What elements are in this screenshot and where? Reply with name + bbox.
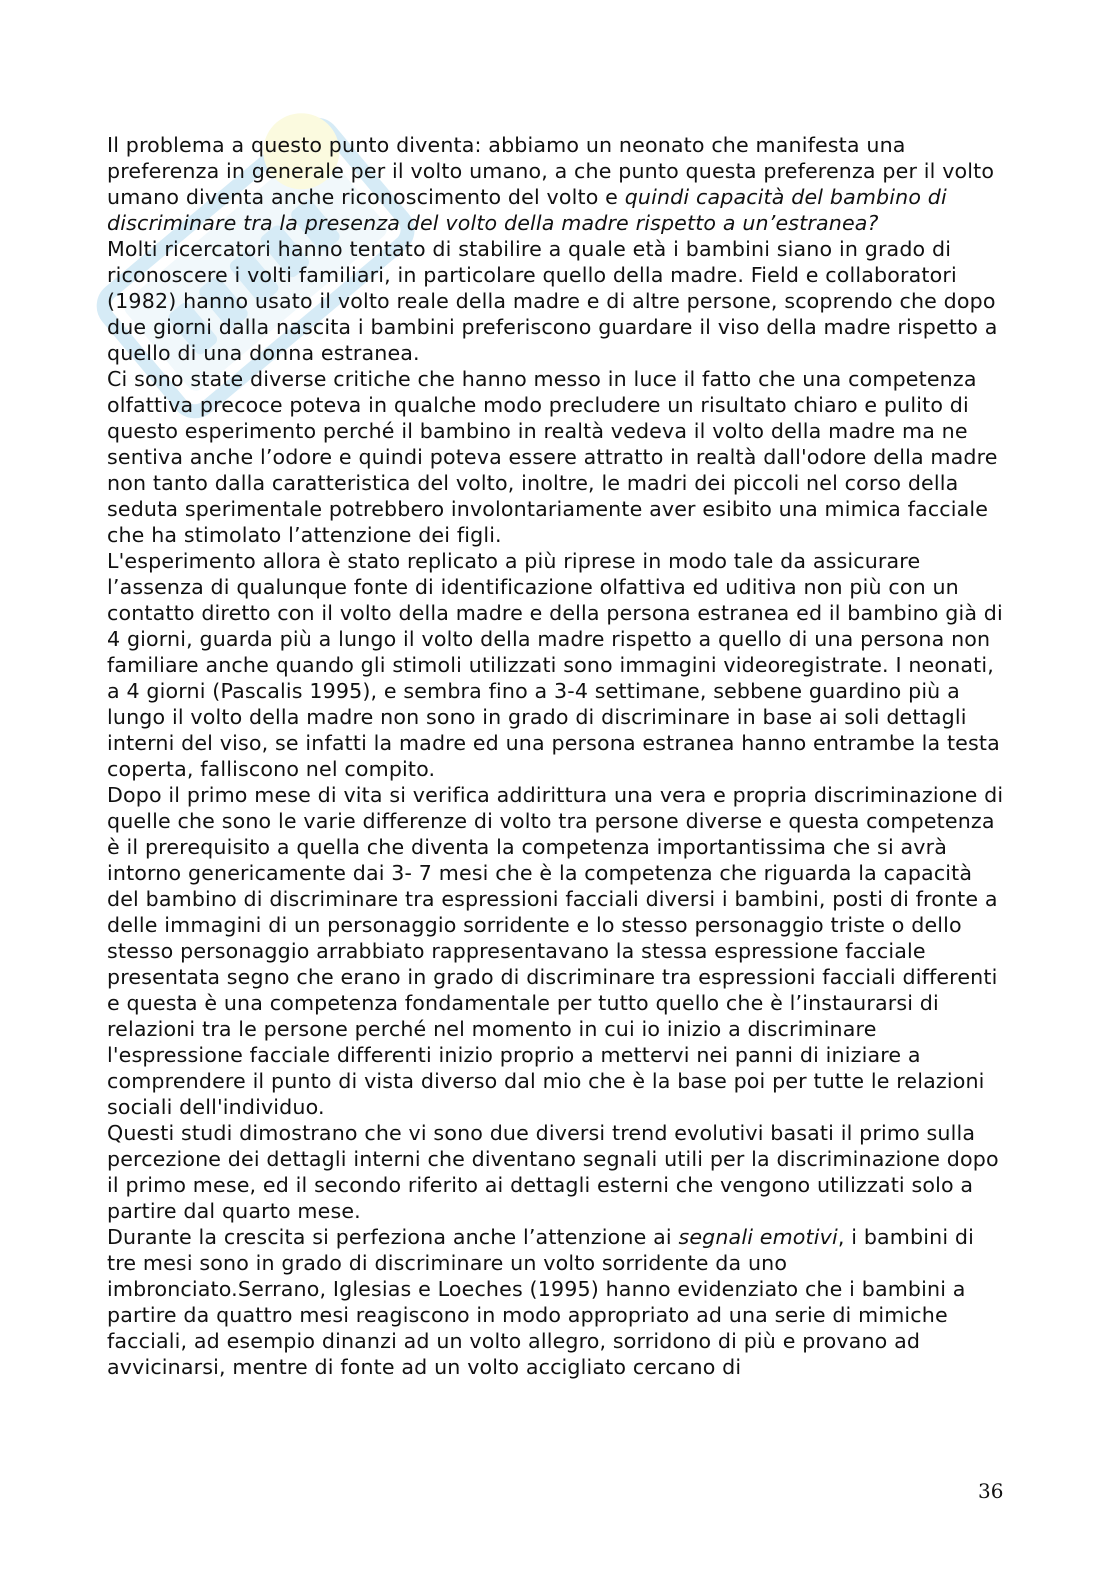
paragraph-6: Questi studi dimostrano che vi sono due diversi trend evolutivi basati il primo sulla percezione dei dettagli interni che diventano segnali utili per la discriminazione dopo il primo mese, ed il secondo riferito ai dettagli esterni che vengono utilizzati solo a partire dal quarto mese. (107, 1121, 999, 1223)
paragraph-2: Molti ricercatori hanno tentato di stabilire a quale età i bambini siano in grado di riconoscere i volti familiari, in particolare quello della madre. Field e collaboratori (1982) hanno usato il volto reale della madre e di altre persone, scoprendo che dopo due giorni dalla nascita i bambini preferiscono guardare il viso della madre rispetto a quello di una donna estranea. (107, 237, 998, 365)
paragraph-5: Dopo il primo mese di vita si verifica addirittura una vera e propria discriminazione di quelle che sono le varie differenze di volto tra persone diverse e questa competenza è il prerequisito a quella che diventa la competenza importantissima che si avrà intorno genericamente dai 3- 7 mesi che è la competenza che riguarda la capacità del bambino di discriminare tra espressioni facciali diversi i bambini, posti di fronte a delle immagini di un personaggio sorridente e lo stesso personaggio triste o dello stesso personaggio arrabbiato rappresentavano la stessa espressione facciale presentata segno che erano in grado di discriminare tra espressioni facciali differenti e questa è una competenza fondamentale per tutto quello che è l’instaurarsi di relazioni tra le persone perché nel momento in cui io inizio a discriminare l'espressione facciale differenti inizio proprio a mettervi nei panni di iniziare a comprendere il punto di vista diverso dal mio che è la base poi per tutte le relazioni sociali dell'individuo. (107, 783, 1004, 1119)
paragraph-7-italic-term: segnali emotivi (678, 1225, 838, 1249)
paragraph-1-text: Il problema a questo punto diventa: abbiamo un neonato che manifesta una preferenza in generale per il volto umano, a che punto questa preferenza per il volto umano diventa anche riconoscimento del volto e (107, 133, 995, 209)
paragraph-4: L'esperimento allora è stato replicato a più riprese in modo tale da assicurare l’assenza di qualunque fonte di identificazione olfattiva ed uditiva non più con un contatto diretto con il volto della madre e della persona estranea ed il bambino già di 4 giorni, guarda più a lungo il volto della madre rispetto a quello di una persona non familiare anche quando gli stimoli utilizzati sono immagini videoregistrate. I neonati, a 4 giorni (Pascalis 1995), e sembra fino a 3-4 settimane, sebbene guardino più a lungo il volto della madre non sono in grado di discriminare in base ai soli dettagli interni del viso, se infatti la madre ed una persona estranea hanno entrambe la testa coperta, falliscono nel compito. (107, 549, 1003, 781)
page-number: 36 (978, 1479, 1004, 1503)
paragraph-7 (107, 1224, 1007, 1380)
paragraph-3: Ci sono state diverse critiche che hanno messo in luce il fatto che una competenza olfattiva precoce poteva in qualche modo precludere un risultato chiaro e pulito di questo esperimento perché il bambino in realtà vedeva il volto della madre ma ne sentiva anche l’odore e quindi poteva essere attratto in realtà dall'odore della madre non tanto dalla caratteristica del volto, inoltre, le madri dei piccoli nel corso della seduta sperimentale potrebbero involontariamente aver esibito una mimica facciale che ha stimolato l’attenzione dei figli. (107, 367, 998, 547)
paragraph-1-italic-question: quindi capacità del bambino di discriminare tra la presenza del volto della madre rispetto a un’estranea? (107, 185, 947, 235)
paragraph-7-text-end: , i bambini di tre mesi sono in grado di discriminare un volto sorridente da uno imbronciato.Serrano, Iglesias e Loeches (1995) hanno evidenziato che i bambini a partire da quattro mesi reagiscono in modo appropriato ad una serie di mimiche facciali, ad esempio dinanzi ad un volto allegro, sorridono di più e provano ad avvicinarsi, mentre di fonte ad un volto accigliato cercano di (107, 1225, 974, 1379)
paragraph-7-text-start: Durante la crescita si perfeziona anche l’attenzione ai (107, 1225, 679, 1249)
paragraph-1 (107, 132, 1007, 236)
document-body (107, 132, 1007, 1380)
